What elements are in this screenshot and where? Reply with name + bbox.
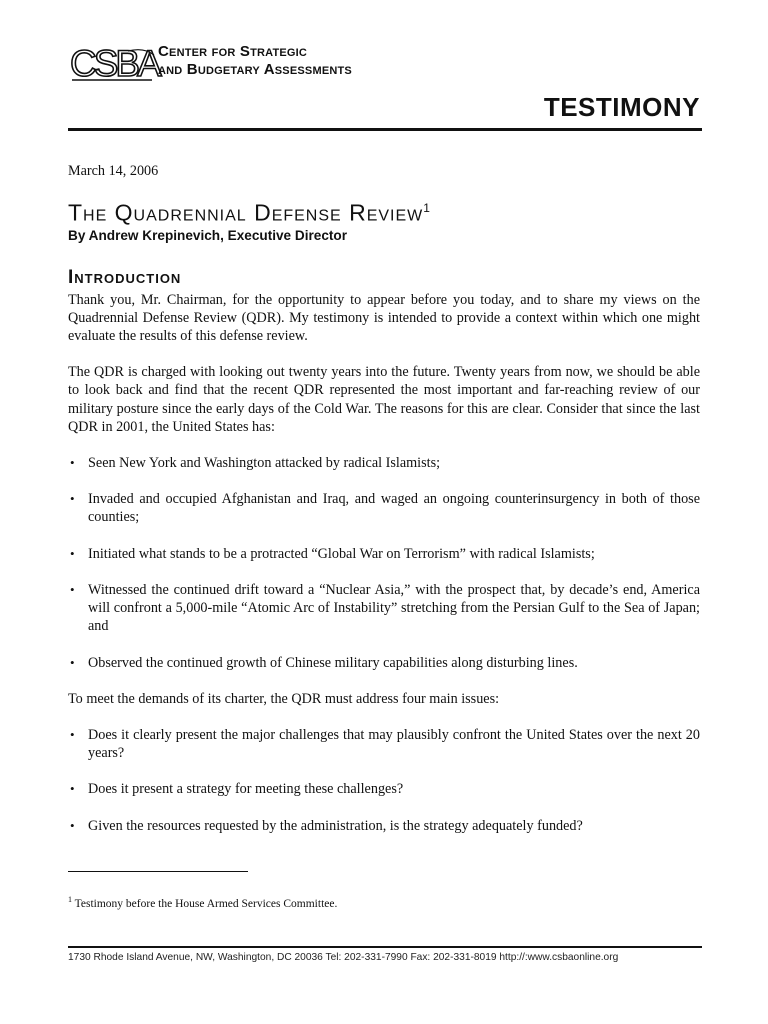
list-item-text: Does it clearly present the major challenges that may plausibly confront the United States over the next 20 years? (88, 726, 700, 762)
list-item-text: Observed the continued growth of Chinese military capabilities along disturbing lines. (88, 654, 578, 671)
footer-address: 1730 Rhode Island Avenue, NW, Washington, DC 20036 Tel: 202-331-7990 Fax: 202-331-8019 http://:www.csbaonline.org (68, 952, 619, 963)
csba-logo-mark (68, 43, 159, 84)
bullet-list-main-issues (68, 726, 700, 835)
bullet-icon: • (70, 726, 75, 742)
header-rule (68, 128, 702, 131)
section-heading-introduction: Introduction (68, 266, 182, 288)
bullet-icon: • (70, 581, 75, 597)
paragraph: To meet the demands of its charter, the QDR must address four main issues: (68, 690, 500, 707)
list-item (68, 654, 700, 672)
footnote-number: 1 (68, 895, 72, 904)
bullet-icon: • (70, 654, 75, 670)
title-footnote-ref[interactable]: 1 (423, 201, 430, 215)
list-item-text: Witnessed the continued drift toward a “Nuclear Asia,” with the prospect that, by decade’s end, America will confront a 5,000-mile “Atomic Arc of Instability” stretching from the Persian Gulf to the Sea of Japan; and (88, 581, 700, 635)
footnote-rule (68, 871, 248, 872)
list-item (68, 780, 700, 798)
document-type-label: TESTIMONY (543, 92, 700, 122)
list-item-text: Given the resources requested by the administration, is the strategy adequately funded? (88, 817, 583, 834)
list-item (68, 817, 700, 835)
org-name-line2: and Budgetary Assessments (158, 61, 352, 78)
list-item (68, 726, 700, 762)
paragraph: Thank you, Mr. Chairman, for the opportunity to appear before you today, and to share my views on the Quadrennial Defense Review (QDR). My testimony is intended to provide a context within which one might evaluate the results of this defense review. (68, 291, 700, 345)
logo-letters: CSBA (70, 43, 159, 84)
list-item (68, 490, 700, 526)
list-item (68, 581, 700, 636)
document-title (68, 194, 700, 227)
org-name (158, 43, 352, 79)
bullet-icon: • (70, 817, 75, 833)
footnote-text: Testimony before the House Armed Services Committee. (74, 897, 338, 910)
byline: By Andrew Krepinevich, Executive Director (68, 227, 348, 243)
document-body (68, 162, 700, 853)
list-item (68, 545, 700, 563)
footer-rule (68, 946, 702, 948)
document-title-text: The Quadrennial Defense Review (68, 199, 424, 226)
footnote (68, 893, 337, 911)
bullet-icon: • (70, 455, 75, 471)
paragraph: The QDR is charged with looking out twenty years into the future. Twenty years from now, we should be able to look back and find that the recent QDR represented the most important and far-reaching review of our military posture since the early days of the Cold War. The reasons for this are clear. Consider that since the last QDR in 2001, the United States has: (68, 364, 700, 435)
list-item (68, 454, 700, 472)
bullet-icon: • (70, 545, 75, 561)
document-date: March 14, 2006 (68, 163, 159, 179)
org-name-line1: Center for Strategic (158, 43, 308, 60)
bullet-icon: • (70, 781, 75, 797)
list-item-text: Initiated what stands to be a protracted “Global War on Terrorism” with radical Islamists; (88, 545, 595, 562)
list-item-text: Does it present a strategy for meeting these challenges? (88, 781, 404, 798)
org-logo (68, 43, 352, 84)
bullet-list-since-2001 (68, 454, 700, 672)
list-item-text: Invaded and occupied Afghanistan and Iraq, and waged an ongoing counterinsurgency in both of those counties; (88, 491, 700, 526)
bullet-icon: • (70, 491, 75, 507)
list-item-text: Seen New York and Washington attacked by radical Islamists; (88, 455, 441, 472)
